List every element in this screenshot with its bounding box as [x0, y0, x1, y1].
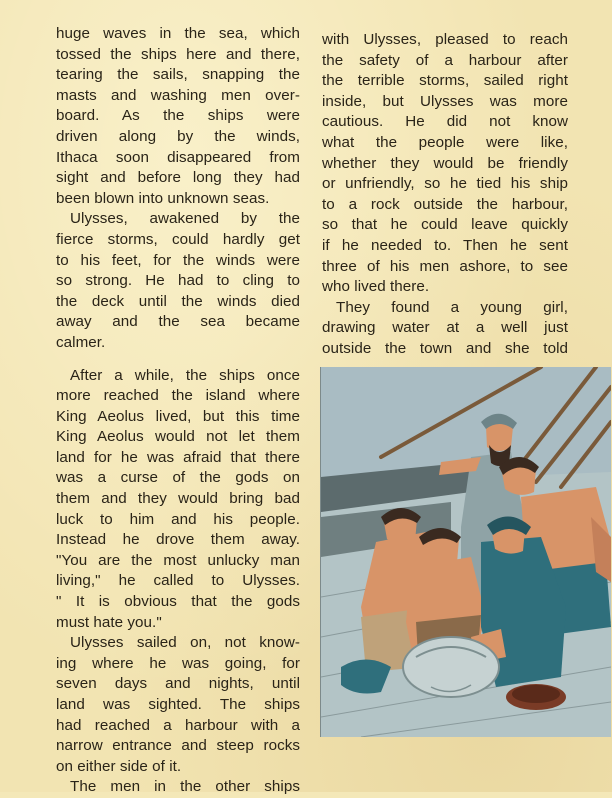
text-line: huge waves in the sea, which: [56, 25, 300, 42]
text-line: fierce storms, could hardly get: [56, 230, 300, 248]
text-line: was a curse of the gods on: [56, 469, 300, 487]
text-line: luck to him and his people.: [56, 510, 300, 528]
bag-of-winds: [403, 637, 499, 697]
text-line: narrow entrance and steep rocks: [56, 737, 300, 755]
text-line: King Aeolus would not let them: [56, 428, 300, 446]
text-line: sight and before long they had: [56, 169, 300, 187]
text-line: The men in the other ships: [70, 778, 300, 796]
text-line: tearing the sails, snapping the: [56, 66, 300, 84]
text-line: " It is obvious that the gods: [56, 593, 300, 611]
text-line: on either side of it.: [56, 757, 182, 775]
text-line: Ulysses, awakened by the: [70, 210, 300, 228]
text-line: to his feet, for the winds were: [56, 251, 300, 269]
text-line: three of his men ashore, to see: [322, 257, 568, 275]
ship-deck-illustration: [320, 367, 611, 737]
text-line: King Aeolus lived, but this time: [56, 407, 300, 425]
text-line: ing where he was going, for: [56, 654, 300, 672]
text-line: Instead he drove them away.: [56, 531, 300, 549]
text-line: drawing water at a well just: [322, 319, 568, 337]
text-line: calmer.: [56, 333, 106, 351]
text-line: outside the town and she told: [322, 339, 568, 357]
text-line: "You are the most unlucky man: [56, 551, 300, 569]
text-line: to a rock outside the harbour,: [322, 195, 568, 213]
text-line: had reached a harbour with a: [56, 716, 300, 734]
text-line: cautious. He did not know: [322, 113, 568, 131]
text-line: They found a young girl,: [336, 298, 568, 316]
right-text-column: [322, 30, 568, 360]
text-line: the terrible storms, sailed right: [322, 72, 568, 90]
left-text-column: [56, 24, 300, 798]
text-line: seven days and nights, until: [56, 675, 300, 693]
text-line: tossed the ships here and there,: [56, 45, 300, 63]
text-line: them and they would bring bad: [56, 490, 300, 508]
text-line: away and the sea became: [56, 313, 300, 331]
text-line: living," he called to Ulysses.: [56, 572, 300, 590]
text-line: Ithaca soon disappeared from: [56, 148, 300, 166]
text-line: the deck until the winds died: [56, 292, 300, 310]
text-line: so strong. He had to cling to: [56, 272, 300, 290]
text-line: more reached the island where: [56, 387, 300, 405]
text-line: inside, but Ulysses was more: [322, 92, 568, 110]
text-line: who lived there.: [322, 278, 430, 296]
text-line: masts and washing men over-: [56, 86, 300, 104]
text-line: with Ulysses, pleased to reach: [322, 31, 568, 48]
text-line: so that he could leave quickly: [322, 216, 568, 234]
text-line: land for he was afraid that there: [56, 448, 300, 466]
text-line: board. As the ships were: [56, 107, 300, 125]
text-line: what the people were like,: [322, 133, 568, 151]
text-line: or unfriendly, so he tied his ship: [322, 175, 568, 193]
text-line: been blown into unknown seas.: [56, 189, 270, 207]
text-line: whether they would be friendly: [322, 154, 568, 172]
text-line: After a while, the ships once: [70, 366, 300, 384]
text-line: driven along by the winds,: [56, 127, 300, 145]
text-line: the safety of a harbour after: [322, 51, 568, 69]
text-line: must hate you.": [56, 613, 162, 631]
text-line: Ulysses sailed on, not know-: [70, 634, 300, 652]
text-line: if he needed to. Then he sent: [322, 236, 568, 254]
text-line: land was sighted. The ships: [56, 696, 300, 713]
